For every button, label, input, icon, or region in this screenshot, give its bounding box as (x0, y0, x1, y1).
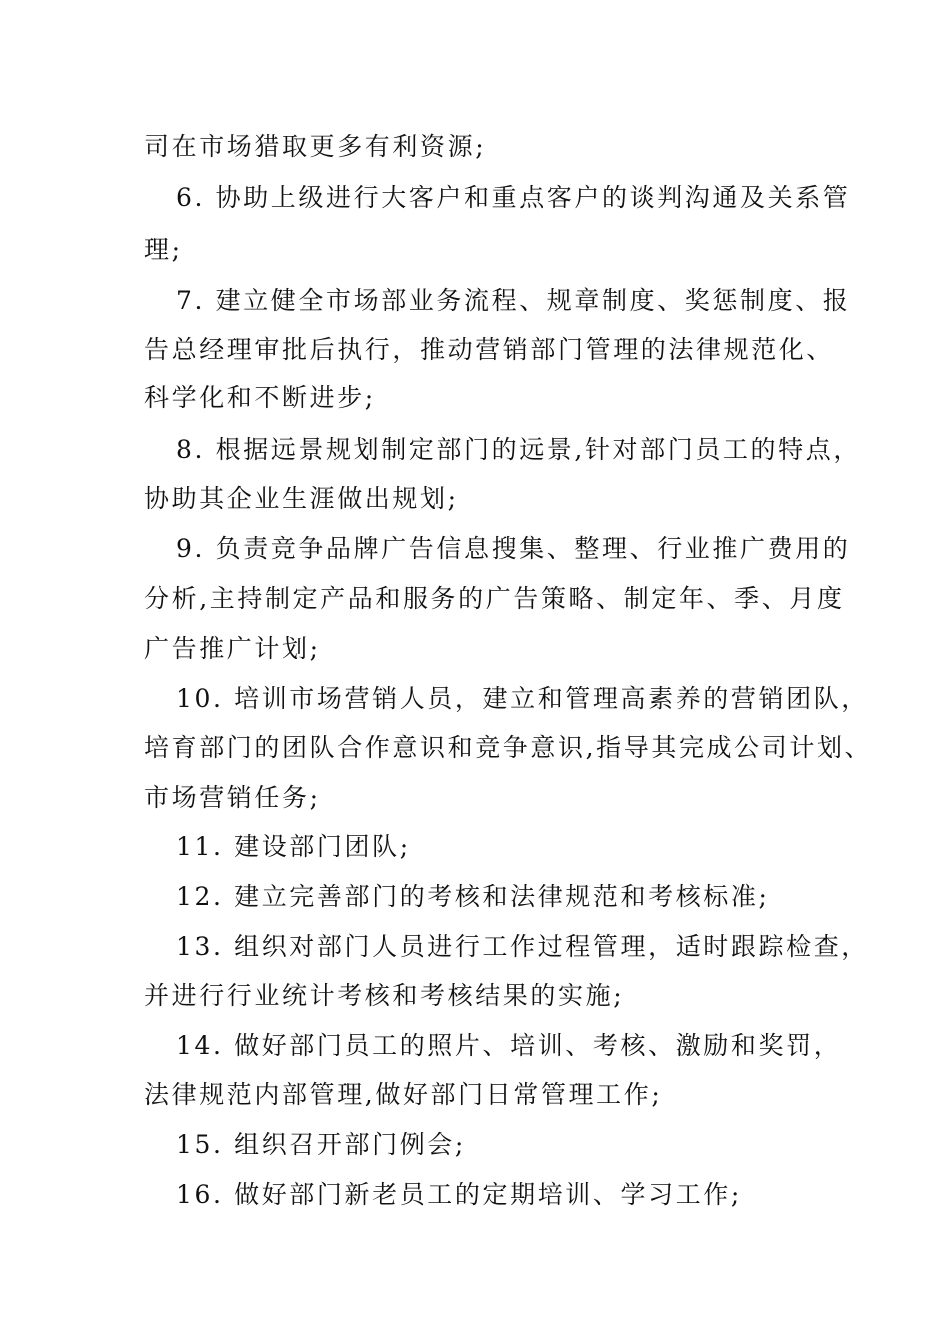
list-item-16: 16. 做好部门新老员工的定期培训、学习工作; (176, 1180, 742, 1209)
list-item-13: 13. 组织对部门人员进行工作过程管理，适时跟踪检查， (176, 932, 869, 961)
text-line: 科学化和不断进步; (144, 383, 376, 412)
text-line: 分析,主持制定产品和服务的广告策略、制定年、季、月度 (144, 584, 845, 613)
list-item-8: 8. 根据远景规划制定部门的远景,针对部门员工的特点， (176, 435, 861, 464)
text-line: 广告推广计划; (144, 634, 321, 663)
list-item-12: 12. 建立完善部门的考核和法律规范和考核标准; (176, 882, 770, 911)
text-line: 协助其企业生涯做出规划; (144, 484, 459, 513)
list-item-7: 7. 建立健全市场部业务流程、规章制度、奖惩制度、报 (176, 286, 851, 315)
list-item-11: 11. 建设部门团队; (176, 832, 411, 861)
text-line: 培育部门的团队合作意识和竞争意识,指导其完成公司计划、 (144, 733, 873, 762)
list-item-6: 6. 协助上级进行大客户和重点客户的谈判沟通及关系管 (176, 183, 851, 212)
text-line: 市场营销任务; (144, 783, 321, 812)
list-item-14: 14. 做好部门员工的照片、培训、考核、激励和奖罚， (176, 1031, 842, 1060)
list-item-10: 10. 培训市场营销人员，建立和管理高素养的营销团队， (176, 684, 869, 713)
text-line: 理; (144, 235, 183, 264)
list-item-15: 15. 组织召开部门例会; (176, 1130, 466, 1159)
text-line: 法律规范内部管理,做好部门日常管理工作; (144, 1080, 663, 1109)
text-line: 告总经理审批后执行，推动营销部门管理的法律规范化、 (144, 335, 835, 364)
text-line: 并进行行业统计考核和考核结果的实施; (144, 981, 625, 1010)
list-item-9: 9. 负责竞争品牌广告信息搜集、整理、行业推广费用的 (176, 534, 851, 563)
text-line: 司在市场猎取更多有利资源; (144, 132, 487, 161)
